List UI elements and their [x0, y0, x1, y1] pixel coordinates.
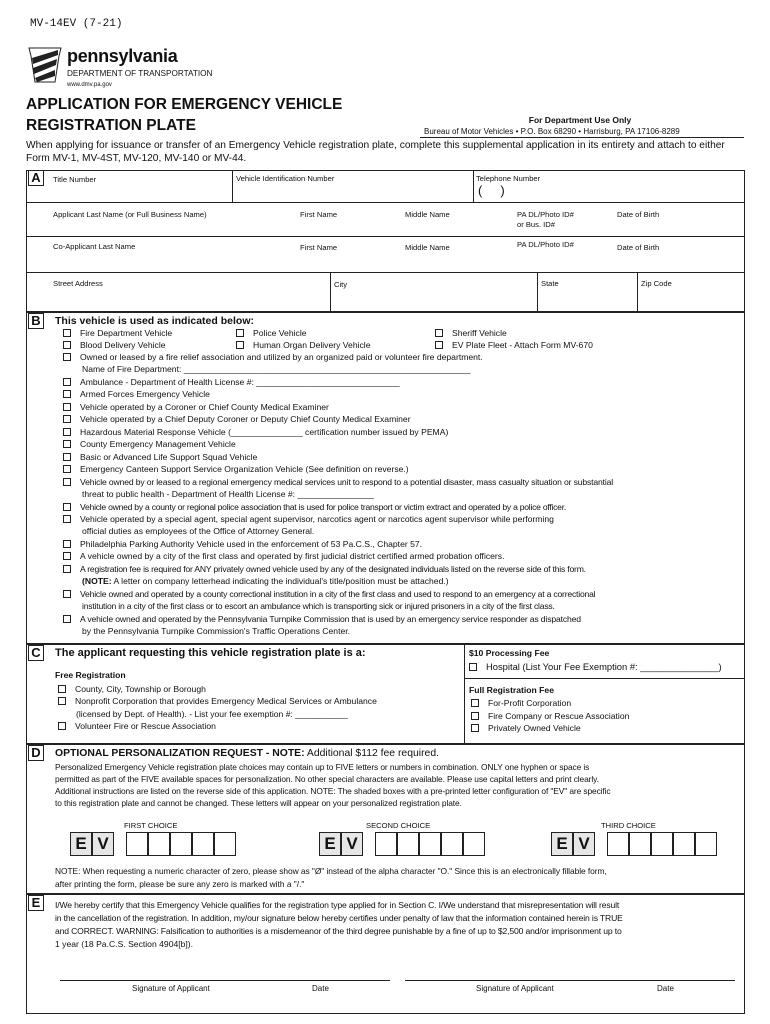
plate-char-input[interactable] [148, 832, 170, 856]
checkbox-icon[interactable] [63, 440, 71, 448]
plate-char-input[interactable] [441, 832, 463, 856]
checkbox-icon[interactable] [469, 663, 477, 671]
form-code: MV-14EV (7-21) [30, 18, 123, 30]
police-association-checkbox[interactable]: Vehicle owned by a county or regional police association that is used for police transport or victim extract and operated by a police officer. [63, 502, 566, 513]
section-b-heading: This vehicle is used as indicated below: [55, 315, 254, 327]
plate-char-input[interactable] [629, 832, 651, 856]
signature-line-2[interactable] [405, 980, 735, 981]
department-address: Bureau of Motor Vehicles • P.O. Box 68290 • Harrisburg, PA 17106-8289 [424, 127, 680, 136]
organ-delivery-checkbox[interactable]: Human Organ Delivery Vehicle [236, 340, 371, 351]
section-a-letter: A [28, 170, 44, 186]
co-date-of-birth-label: Date of Birth [617, 243, 660, 252]
certification-text: and CORRECT. WARNING: Falsification to authorities is a misdemeanor of the third degree punishable by a fine of up to $2,500 and/or imprisonment up to [55, 926, 622, 936]
section-b-letter: B [28, 313, 44, 329]
divider [330, 272, 331, 312]
hospital-checkbox[interactable]: Hospital (List Your Fee Exemption #: _______________) [469, 661, 722, 672]
fee-exemption-field[interactable]: (licensed by Dept. of Health). - List your fee exemption #: ___________ [76, 709, 348, 719]
checkbox-icon[interactable] [435, 341, 443, 349]
zero-note: NOTE: When requesting a numeric character of zero, please show as "Ø" instead of the alpha character "O." Since this is an electronically fillable form, [55, 866, 607, 876]
plate-char-input[interactable] [695, 832, 717, 856]
canteen-checkbox[interactable]: Emergency Canteen Support Service Organization Vehicle (See definition on reverse.) [63, 464, 409, 475]
keystone-logo-icon [25, 44, 65, 86]
plate-char-input[interactable] [463, 832, 485, 856]
co-applicant-last-name-label: Co-Applicant Last Name [53, 242, 136, 251]
free-registration-heading: Free Registration [55, 670, 126, 680]
regional-ems-checkbox[interactable]: Vehicle owned by or leased to a regional emergency medical services unit to respond to a potential disaster, mass casualty situation or substantial [63, 477, 613, 488]
bus-id-label: or Bus. ID# [517, 220, 555, 229]
correctional-continued: institution in a city of the first class or to escort an ambulance which is transporting sick or injured prisoners in a city of the first class. [82, 601, 555, 611]
divider [637, 272, 638, 312]
plate-prefix-e: E [551, 832, 573, 856]
street-address-label: Street Address [53, 279, 103, 288]
plate-char-input[interactable] [651, 832, 673, 856]
correctional-checkbox[interactable]: Vehicle owned and operated by a county correctional institution in a city of the first class and used to respond to an emergency at a correctional [63, 589, 595, 600]
plate-char-input[interactable] [673, 832, 695, 856]
agency-url[interactable]: www.dmv.pa.gov [67, 82, 112, 88]
checkbox-icon[interactable] [63, 428, 71, 436]
certification-text: in the cancellation of the registration. In addition, my/our signature below hereby certifies under penalty of law that the information contained herein is TRUE [55, 913, 623, 923]
vin-field[interactable] [236, 184, 470, 200]
title-number-label: Title Number [53, 175, 97, 184]
section-d-letter: D [28, 745, 44, 761]
date-label-1: Date [312, 984, 329, 993]
section-c-heading: The applicant requesting this vehicle registration plate is a: [55, 647, 366, 659]
state-label: State [541, 279, 559, 288]
checkbox-icon[interactable] [63, 503, 71, 511]
title-number-field[interactable] [52, 184, 230, 200]
divider [473, 170, 474, 202]
checkbox-icon[interactable] [435, 329, 443, 337]
third-choice-label: THIRD CHOICE [601, 821, 656, 830]
divider [26, 202, 745, 203]
checkbox-icon[interactable] [63, 552, 71, 560]
nonprofit-ems-checkbox[interactable]: Nonprofit Corporation that provides Emergency Medical Services or Ambulance [58, 696, 377, 707]
plate-char-input[interactable] [607, 832, 629, 856]
checkbox-icon[interactable] [58, 722, 66, 730]
checkbox-icon[interactable] [63, 453, 71, 461]
life-support-checkbox[interactable]: Basic or Advanced Life Support Squad Vehicle [63, 452, 257, 463]
plate-char-input[interactable] [397, 832, 419, 856]
section-c-letter: C [28, 645, 44, 661]
plate-char-input[interactable] [214, 832, 236, 856]
section-d-heading: OPTIONAL PERSONALIZATION REQUEST - NOTE: Additional $112 fee required. [55, 748, 439, 759]
probation-officer-checkbox[interactable]: A vehicle owned by a city of the first class and operated by first judicial district certified armed probation officers. [63, 551, 504, 562]
checkbox-icon[interactable] [63, 515, 71, 523]
ev-fleet-checkbox[interactable]: EV Plate Fleet - Attach Form MV-670 [435, 340, 593, 351]
personalization-text: to this registration plate and cannot be changed. These letters will appear on your personalized registration plate. [55, 798, 462, 808]
checkbox-icon[interactable] [63, 390, 71, 398]
form-title-line2: REGISTRATION PLATE [26, 117, 196, 134]
section-e-letter: E [28, 895, 44, 911]
co-pa-dl-label: PA DL/Photo ID# [517, 240, 574, 249]
checkbox-icon[interactable] [63, 378, 71, 386]
divider [464, 644, 465, 744]
divider [537, 272, 538, 312]
letterhead-note: (NOTE: A letter on company letterhead indicating the individual's title/position must be attached.) [82, 576, 449, 586]
zero-note-continued: after printing the form, please be sure any zero is marked with a "/." [55, 879, 305, 889]
plate-char-input[interactable] [375, 832, 397, 856]
checkbox-icon[interactable] [63, 478, 71, 486]
plate-char-input[interactable] [170, 832, 192, 856]
for-profit-checkbox[interactable]: For-Profit Corporation [471, 698, 571, 709]
full-registration-heading: Full Registration Fee [469, 685, 554, 695]
signature-label-1: Signature of Applicant [132, 984, 210, 993]
first-choice-label: FIRST CHOICE [124, 821, 178, 830]
deputy-coroner-checkbox[interactable]: Vehicle operated by a Chief Deputy Coroner or Deputy Chief County Medical Examiner [63, 414, 411, 425]
checkbox-icon[interactable] [471, 712, 479, 720]
signature-line-1[interactable] [60, 980, 390, 981]
city-label: City [334, 280, 348, 289]
checkbox-icon[interactable] [236, 329, 244, 337]
applicant-last-name-label: Applicant Last Name (or Full Business Name) [53, 210, 207, 219]
fire-dept-name-field[interactable]: Name of Fire Department: ____________________________________________________________ [82, 364, 471, 374]
checkbox-icon[interactable] [58, 697, 66, 705]
plate-prefix-v: V [341, 832, 363, 856]
ambulance-checkbox[interactable]: Ambulance - Department of Health License #: ______________________________ [63, 377, 400, 388]
plate-prefix-e: E [70, 832, 92, 856]
plate-char-input[interactable] [192, 832, 214, 856]
coroner-checkbox[interactable]: Vehicle operated by a Coroner or Chief County Medical Examiner [63, 402, 329, 413]
special-agent-continued: official duties as employees of the Office of Attorney General. [82, 526, 315, 536]
date-label-2: Date [657, 984, 674, 993]
blood-delivery-checkbox[interactable]: Blood Delivery Vehicle [63, 340, 166, 351]
checkbox-icon[interactable] [63, 590, 71, 598]
checkbox-icon[interactable] [63, 403, 71, 411]
pa-dl-label: PA DL/Photo ID# [517, 210, 574, 219]
checkbox-icon[interactable] [63, 341, 71, 349]
fire-company-checkbox[interactable]: Fire Company or Rescue Association [471, 711, 629, 722]
county-city-checkbox[interactable]: County, City, Township or Borough [58, 684, 206, 695]
regional-ems-continued: threat to public health - Department of Health License #: ________________ [82, 489, 374, 499]
processing-fee-heading: $10 Processing Fee [469, 648, 550, 658]
special-agent-checkbox[interactable]: Vehicle operated by a special agent, special agent supervisor, narcotics agent or narcotics agent supervisor while performing [63, 514, 554, 525]
checkbox-icon[interactable] [58, 685, 66, 693]
signature-label-2: Signature of Applicant [476, 984, 554, 993]
checkbox-icon[interactable] [63, 353, 71, 361]
divider [464, 678, 745, 679]
telephone-label: Telephone Number [476, 174, 541, 183]
zip-code-label: Zip Code [641, 279, 672, 288]
agency-dept: DEPARTMENT OF TRANSPORTATION [67, 69, 213, 78]
fire-relief-checkbox[interactable]: Owned or leased by a fire relief association and utilized by an organized paid or volunteer fire department. [63, 352, 483, 363]
department-use-heading: For Department Use Only [528, 115, 632, 125]
plate-prefix-v: V [573, 832, 595, 856]
privately-owned-vehicle-checkbox[interactable]: Privately Owned Vehicle [471, 723, 581, 734]
police-checkbox[interactable]: Police Vehicle [236, 328, 307, 339]
first-name-label: First Name [300, 210, 338, 219]
privately-owned-checkbox[interactable]: A registration fee is required for ANY privately owned vehicle used by any of the designated individuals listed on the reverse side of this form. [63, 564, 586, 575]
agency-name: pennsylvania [67, 46, 178, 66]
sheriff-checkbox[interactable]: Sheriff Vehicle [435, 328, 507, 339]
checkbox-icon[interactable] [63, 465, 71, 473]
checkbox-icon[interactable] [63, 415, 71, 423]
co-first-name-label: First Name [300, 243, 338, 252]
divider [26, 236, 745, 237]
checkbox-icon[interactable] [471, 724, 479, 732]
fire-dept-checkbox[interactable]: Fire Department Vehicle [63, 328, 172, 339]
plate-char-input[interactable] [419, 832, 441, 856]
title-divider [420, 137, 744, 138]
personalization-text: Personalized Emergency Vehicle registration plate choices may contain up to FIVE letters or numbers in combination. ONLY one hyphen or space is [55, 762, 590, 772]
middle-name-label: Middle Name [405, 210, 450, 219]
vin-label: Vehicle Identification Number [236, 174, 335, 183]
turnpike-continued: by the Pennsylvania Turnpike Commission's Traffic Operations Center. [82, 626, 351, 636]
divider [232, 170, 233, 202]
armed-forces-checkbox[interactable]: Armed Forces Emergency Vehicle [63, 389, 210, 400]
personalization-text: Additional instructions are listed on the reverse side of this application. NOTE: The shaded boxes with a pre-printed letter configuration of "EV" are specific [55, 786, 611, 796]
telephone-field[interactable]: ( ) [478, 183, 505, 198]
checkbox-icon[interactable] [471, 699, 479, 707]
checkbox-icon[interactable] [63, 329, 71, 337]
co-middle-name-label: Middle Name [405, 243, 450, 252]
personalization-text: permitted as part of the FIVE available spaces for personalization. No other special characters are available. Please use capital letters and print clearly. [55, 774, 599, 784]
intro-text: When applying for issuance or transfer of an Emergency Vehicle registration plate, complete this supplemental application in its entirety and attach to either Form MV-1, MV-4ST, MV-120, MV-140 or MV-44. [26, 140, 725, 164]
plate-prefix-e: E [319, 832, 341, 856]
penndot-logo [25, 44, 65, 86]
hazmat-checkbox[interactable]: Hazardous Material Response Vehicle (_______________ certification number issued by PEMA) [63, 427, 448, 438]
county-emergency-checkbox[interactable]: County Emergency Management Vehicle [63, 439, 236, 450]
form-title-line1: APPLICATION FOR EMERGENCY VEHICLE [26, 96, 343, 113]
second-choice-label: SECOND CHOICE [366, 821, 431, 830]
section-e [26, 894, 745, 1014]
checkbox-icon[interactable] [63, 615, 71, 623]
checkbox-icon[interactable] [63, 565, 71, 573]
checkbox-icon[interactable] [63, 540, 71, 548]
checkbox-icon[interactable] [236, 341, 244, 349]
plate-char-input[interactable] [126, 832, 148, 856]
plate-prefix-v: V [92, 832, 114, 856]
parking-authority-checkbox[interactable]: Philadelphia Parking Authority Vehicle used in the enforcement of 53 Pa.C.S., Chapter 57. [63, 539, 422, 550]
certification-text: I/We hereby certify that this Emergency Vehicle qualifies for the registration type applied for in Section C. I/We understand that misrepresentation will result [55, 900, 620, 910]
certification-text: 1 year (18 Pa.C.S. Section 4904[b]). [55, 939, 194, 949]
date-of-birth-label: Date of Birth [617, 210, 660, 219]
turnpike-checkbox[interactable]: A vehicle owned and operated by the Pennsylvania Turnpike Commission that is used by an emergency service responder as dispatched [63, 614, 581, 625]
volunteer-fire-checkbox[interactable]: Volunteer Fire or Rescue Association [58, 721, 216, 732]
